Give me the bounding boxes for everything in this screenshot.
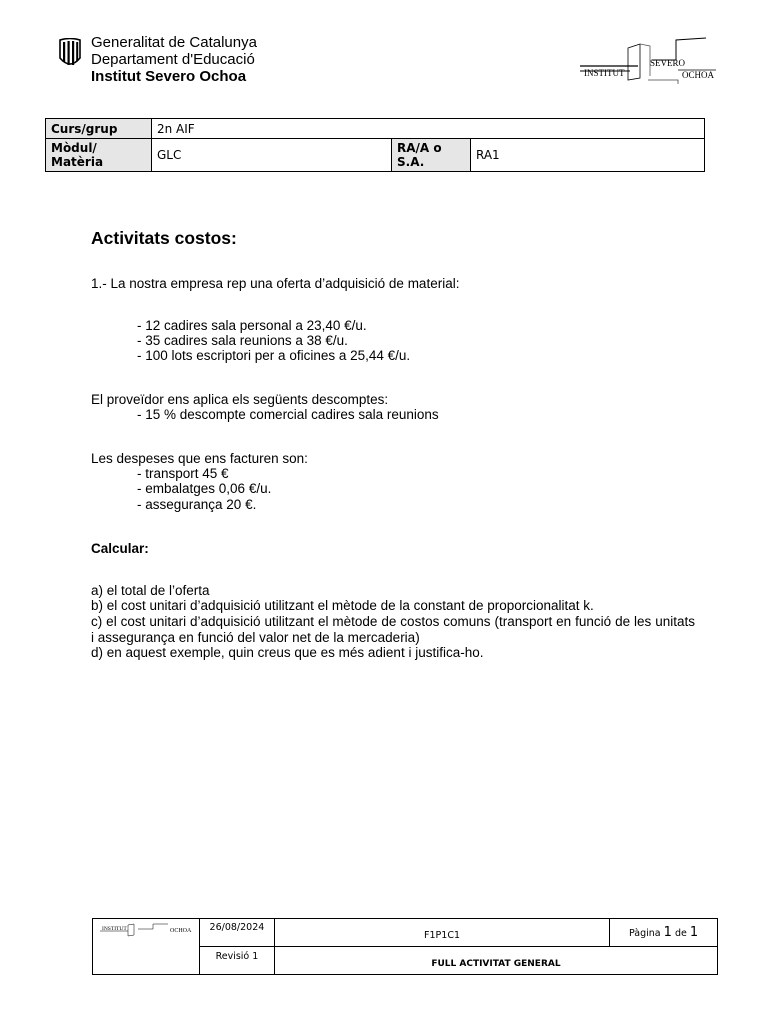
page-of: de bbox=[674, 928, 687, 939]
discounts-intro: El proveïdor ens aplica els següents descomptes: bbox=[91, 392, 389, 407]
modul-value: GLC bbox=[152, 139, 392, 172]
svg-text:OCHOA: OCHOA bbox=[170, 928, 192, 934]
svg-text:INSTITUT: INSTITUT bbox=[584, 68, 625, 78]
calc-heading: Calcular: bbox=[91, 541, 149, 556]
list-item: - embalatges 0,06 €/u. bbox=[137, 481, 272, 496]
institut-severo-ochoa-logo bbox=[578, 36, 718, 86]
course-info-table bbox=[45, 118, 705, 172]
curs-value: 2n AIF bbox=[152, 119, 705, 139]
list-item: - 12 cadires sala personal a 23,40 €/u. bbox=[137, 318, 367, 333]
page-total: 1 bbox=[689, 925, 699, 940]
list-item: - 35 cadires sala reunions a 38 €/u. bbox=[137, 333, 348, 348]
footer-code: F1P1C1 bbox=[274, 919, 609, 947]
organization-block bbox=[91, 34, 257, 85]
svg-text:INSTITUT: INSTITUT bbox=[102, 926, 128, 932]
footer-date: 26/08/2024 bbox=[199, 919, 274, 947]
expenses-intro: Les despeses que ens facturen son: bbox=[91, 451, 308, 466]
svg-text:SEVERO: SEVERO bbox=[650, 58, 686, 68]
footer-table bbox=[92, 918, 718, 975]
page-prefix: Pàgina bbox=[628, 928, 661, 939]
page-current: 1 bbox=[663, 925, 672, 940]
page-title: Activitats costos: bbox=[91, 228, 237, 248]
org-name: Generalitat de Catalunya bbox=[91, 34, 257, 51]
question-item: c) el cost unitari d’adquisició utilitzant el mètode de costos comuns (transport en funció de les unitats i assegurança en funció del valor net de la mercaderia) bbox=[91, 614, 695, 645]
list-item: - 15 % descompte comercial cadires sala reunions bbox=[137, 407, 439, 422]
ra-label: RA/A o S.A. bbox=[392, 139, 471, 172]
institute-name: Institut Severo Ochoa bbox=[91, 68, 247, 85]
list-item: - transport 45 € bbox=[137, 466, 229, 481]
question-item: d) en aquest exemple, quin creus que es més adient i justifica-ho. bbox=[91, 645, 484, 660]
footer-logo-cell bbox=[93, 919, 200, 975]
modul-label: Mòdul/ Matèria bbox=[46, 139, 152, 172]
department-name: Departament d'Educació bbox=[91, 51, 255, 68]
footer-revision: Revisió 1 bbox=[199, 947, 274, 975]
svg-text:OCHOA: OCHOA bbox=[682, 70, 715, 80]
list-item: - assegurança 20 €. bbox=[137, 497, 257, 512]
intro-text: 1.- La nostra empresa rep una oferta d’adquisició de material: bbox=[91, 276, 460, 291]
footer-doc-type: FULL ACTIVITAT GENERAL bbox=[274, 947, 717, 975]
institut-severo-ochoa-logo bbox=[98, 923, 193, 937]
list-item: - 100 lots escriptori per a oficines a 25,44 €/u. bbox=[137, 348, 411, 363]
question-item: b) el cost unitari d’adquisició utilitzant el mètode de la constant de proporcionalitat k. bbox=[91, 598, 594, 613]
ra-value: RA1 bbox=[471, 139, 705, 172]
footer-page bbox=[610, 919, 718, 947]
question-item: a) el total de l’oferta bbox=[91, 583, 210, 598]
gencat-stripes-icon bbox=[57, 38, 83, 68]
curs-label: Curs/grup bbox=[46, 119, 152, 139]
